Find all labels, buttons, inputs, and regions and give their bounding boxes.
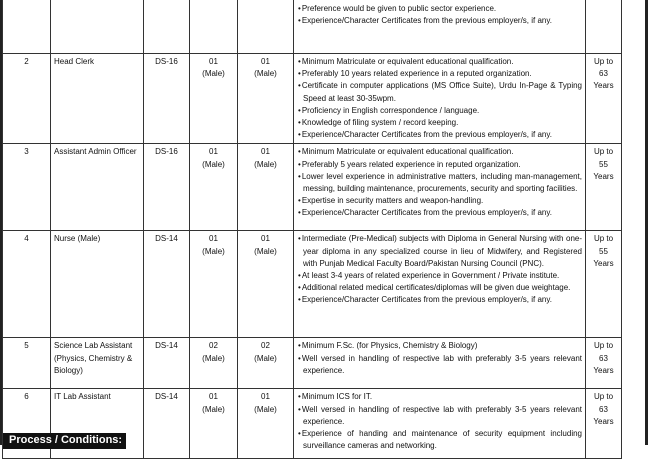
vacancy-count: 01 (261, 147, 270, 157)
serial-number: 4 (3, 231, 51, 338)
vacancy-count: 01 (209, 234, 218, 244)
vacancies-total (190, 144, 238, 231)
requirement-item: • Preferably 10 years related experience in a reputed organization. (297, 68, 582, 80)
vacancies-total (190, 338, 238, 389)
post-name: Assistant Admin Officer (51, 144, 144, 231)
requirement-item: • Minimum Matriculate or equivalent educational qualification. (297, 56, 582, 68)
pay-scale: DS-14 (144, 231, 190, 338)
requirement-item: • Preferably 5 years related experience in reputed organization. (297, 159, 582, 171)
table-row (3, 144, 622, 231)
age-limit (586, 389, 622, 459)
requirement-item: • Intermediate (Pre-Medical) subjects with Diploma in General Nursing with one-year diploma in any specialized course in lieu of Midwifery, and Registered with Punjab Medical Faculty Board/Pakistan Nursing Council (PNC). (297, 233, 582, 270)
age-unit: Years (593, 365, 614, 375)
age-unit: Years (593, 258, 614, 268)
vacancies-total (190, 231, 238, 338)
vacancies-total (190, 54, 238, 144)
age-limit (586, 144, 622, 231)
requirements (294, 231, 586, 338)
requirements (294, 338, 586, 389)
requirement-item: • Expertise in security matters and weapon-handling. (297, 195, 582, 207)
age-value: 55 (599, 159, 608, 169)
vacancy-gender: (Male) (202, 246, 225, 256)
vacancy-gender: (Male) (254, 159, 277, 169)
post-name: Head Clerk (51, 54, 144, 144)
age-value: 63 (599, 353, 608, 363)
vacancy-gender: (Male) (254, 404, 277, 414)
requirement-item: • Minimum F.Sc. (for Physics, Chemistry & Biology) (297, 340, 582, 352)
requirement-item: • Experience/Character Certificates from the previous employer/s, if any. (297, 294, 582, 306)
vacancy-count: 01 (209, 392, 218, 402)
section-heading: Process / Conditions: (3, 433, 126, 449)
vacancy-count: 01 (209, 147, 218, 157)
age-value: 63 (599, 404, 608, 414)
serial-number: 6 (3, 389, 51, 459)
age-limit (586, 338, 622, 389)
age-value: 55 (599, 246, 608, 256)
requirement-item: • Experience/Character Certificates from the previous employer/s, if any. (297, 15, 582, 27)
requirement-item: • Experience/Character Certificates from the previous employer/s, if any. (297, 129, 582, 141)
pay-scale (144, 0, 190, 54)
pay-scale: DS-16 (144, 54, 190, 144)
jobs-table (2, 0, 622, 459)
vacancy-count: 01 (209, 57, 218, 66)
table-row (3, 54, 622, 144)
requirement-item: • Minimum ICS for IT. (297, 391, 582, 403)
vacancies-total (190, 389, 238, 459)
vacancies-quota (238, 54, 294, 144)
vacancy-gender: (Male) (202, 159, 225, 169)
serial-number: 3 (3, 144, 51, 231)
requirements (294, 0, 586, 54)
table-row (3, 231, 622, 338)
table-row (3, 338, 622, 389)
vacancy-gender: (Male) (202, 69, 225, 79)
pay-scale: DS-16 (144, 144, 190, 231)
vacancy-gender: (Male) (254, 246, 277, 256)
age-limit (586, 54, 622, 144)
requirements (294, 54, 586, 144)
post-name: Science Lab Assistant (Physics, Chemistry & Biology) (51, 338, 144, 389)
age-label: Up to (593, 341, 614, 351)
age-limit (586, 231, 622, 338)
age-label: Up to (593, 147, 614, 157)
vacancy-count: 01 (261, 234, 270, 244)
age-value: 63 (599, 69, 608, 79)
age-unit: Years (593, 81, 614, 91)
requirement-item: • Knowledge of filing system / record keeping. (297, 117, 582, 129)
vacancy-count: 02 (209, 341, 218, 351)
age-label: Up to (593, 57, 614, 66)
requirement-item: • Lower level experience in administrative matters, including man-management, messing, building maintenance, procurements, security and sporting facilities. (297, 171, 582, 195)
age-unit: Years (593, 416, 614, 426)
requirement-item: • Additional related medical certificates/diplomas will be given due weightage. (297, 282, 582, 294)
vacancy-gender: (Male) (202, 404, 225, 414)
age-label: Up to (593, 234, 614, 244)
requirement-item: • Certificate in computer applications (MS Office Suite), Urdu In-Page & Typing Speed at least 30-35wpm. (297, 80, 582, 104)
post-name: IT Lab Assistant (51, 389, 144, 459)
post-name: Nurse (Male) (51, 231, 144, 338)
vacancies-quota (238, 389, 294, 459)
requirement-item: • Well versed in handling of respective lab with preferably 3-5 years relevant experience. (297, 353, 582, 377)
vacancy-count: 02 (261, 341, 270, 351)
requirement-item: • Well versed in handling of respective lab with preferably 3-5 years relevant experience. (297, 404, 582, 428)
serial-number: 5 (3, 338, 51, 389)
serial-number (3, 0, 51, 54)
requirement-item: • Minimum Matriculate or equivalent educational qualification. (297, 146, 582, 158)
serial-number: 2 (3, 54, 51, 144)
requirement-item: • Experience/Character Certificates from the previous employer/s, if any. (297, 207, 582, 219)
vacancy-count: 01 (261, 392, 270, 402)
vacancy-gender: (Male) (254, 69, 277, 79)
pay-scale: DS-14 (144, 338, 190, 389)
requirement-item: • Experience of handing and maintenance of security equipment including surveillance cameras and networking. (297, 428, 582, 452)
requirements (294, 144, 586, 231)
requirement-item: • Proficiency in English correspondence / language. (297, 105, 582, 117)
vacancies-quota (238, 338, 294, 389)
vacancy-gender: (Male) (254, 353, 277, 363)
requirement-item: • Preference would be given to public sector experience. (297, 3, 582, 15)
requirement-item: • At least 3-4 years of related experience in Government / Private institute. (297, 270, 582, 282)
requirements (294, 389, 586, 459)
vacancies-quota (238, 231, 294, 338)
age-label: Up to (593, 392, 614, 402)
age-limit (586, 0, 622, 54)
vacancies-total (190, 0, 238, 54)
table-row (3, 0, 622, 54)
vacancies-quota (238, 0, 294, 54)
pay-scale: DS-14 (144, 389, 190, 459)
post-name (51, 0, 144, 54)
vacancy-count: 01 (261, 57, 270, 66)
vacancy-gender: (Male) (202, 353, 225, 363)
age-unit: Years (593, 171, 614, 181)
vacancies-quota (238, 144, 294, 231)
